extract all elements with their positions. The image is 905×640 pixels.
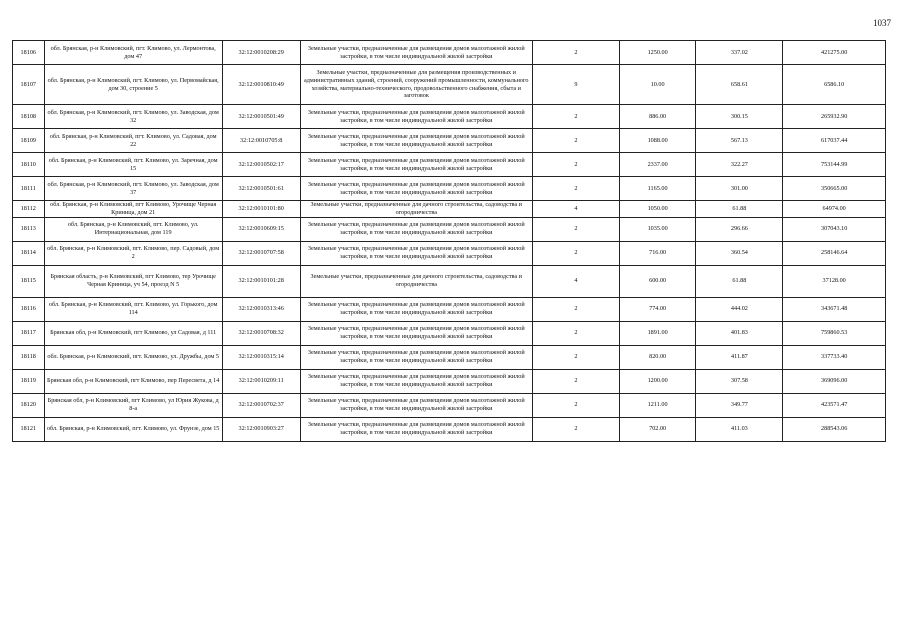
cadastral-value-cell: 369096.00: [783, 369, 886, 393]
use-group-cell: 2: [532, 217, 619, 241]
area-cell: 716.00: [619, 241, 696, 265]
address-cell: Брянская обл, р-н Климовский, пгт Климово, ул Садовая, д 111: [44, 321, 222, 345]
specific-value-cell: 411.03: [696, 417, 783, 441]
cadastral-number-cell: 32:12:0010903:27: [222, 417, 300, 441]
cadastral-value-cell: 265932.90: [783, 105, 886, 129]
cadastral-value-cell: 423571.47: [783, 393, 886, 417]
area-cell: 1035.00: [619, 217, 696, 241]
address-cell: обл. Брянская, р-н Климовский, пгт. Климово, ул. Лермонтова, дом 47: [44, 41, 222, 65]
specific-value-cell: 444.02: [696, 297, 783, 321]
land-use-cell: Земельные участки, предназначенные для размещения домов малоэтажной жилой застройки, в том числе индивидуальной жилой застройки: [300, 177, 532, 201]
cadastral-number-cell: 32:12:0010101:28: [222, 265, 300, 297]
land-use-cell: Земельные участки, предназначенные для размещения домов малоэтажной жилой застройки, в том числе индивидуальной жилой застройки: [300, 369, 532, 393]
use-group-cell: 2: [532, 393, 619, 417]
table-row: [13, 129, 886, 153]
row-number-cell: 18120: [13, 393, 45, 417]
address-cell: обл. Брянская, р-н Климовский, пгт. Климово, ул. Заводская, дом 37: [44, 177, 222, 201]
row-number-cell: 18118: [13, 345, 45, 369]
row-number-cell: 18117: [13, 321, 45, 345]
address-cell: обл. Брянская, р-н Климовский, пгт Климово, Урочище Черная Криница, дом 21: [44, 201, 222, 218]
table-body: [13, 41, 886, 442]
row-number-cell: 18119: [13, 369, 45, 393]
cadastral-number-cell: 32:12:0010313:46: [222, 297, 300, 321]
specific-value-cell: 401.83: [696, 321, 783, 345]
specific-value-cell: 658.61: [696, 65, 783, 105]
table-row: [13, 321, 886, 345]
cadastral-value-cell: 307043.10: [783, 217, 886, 241]
land-use-cell: Земельные участки, предназначенные для размещения домов малоэтажной жилой застройки, в том числе индивидуальной жилой застройки: [300, 417, 532, 441]
area-cell: 820.00: [619, 345, 696, 369]
specific-value-cell: 567.13: [696, 129, 783, 153]
row-number-cell: 18106: [13, 41, 45, 65]
specific-value-cell: 296.66: [696, 217, 783, 241]
specific-value-cell: 301.00: [696, 177, 783, 201]
use-group-cell: 2: [532, 153, 619, 177]
cadastral-number-cell: 32:12:0010208:29: [222, 41, 300, 65]
table-row: [13, 41, 886, 65]
address-cell: обл. Брянская, р-н Климовский, пгт. Климово, ул. Садовая, дом 22: [44, 129, 222, 153]
row-number-cell: 18107: [13, 65, 45, 105]
specific-value-cell: 349.77: [696, 393, 783, 417]
address-cell: обл. Брянская, р-н Климовский, пгт. Климово, ул. Первомайская, дом 30, строение 5: [44, 65, 222, 105]
specific-value-cell: 300.15: [696, 105, 783, 129]
use-group-cell: 2: [532, 129, 619, 153]
area-cell: 1088.00: [619, 129, 696, 153]
cadastral-value-cell: 753144.99: [783, 153, 886, 177]
specific-value-cell: 307.58: [696, 369, 783, 393]
cadastral-number-cell: 32:12:0010609:15: [222, 217, 300, 241]
land-use-cell: Земельные участки, предназначенные для размещения домов малоэтажной жилой застройки, в том числе индивидуальной жилой застройки: [300, 321, 532, 345]
use-group-cell: 2: [532, 177, 619, 201]
use-group-cell: 2: [532, 345, 619, 369]
land-use-cell: Земельные участки, предназначенные для размещения домов малоэтажной жилой застройки, в том числе индивидуальной жилой застройки: [300, 105, 532, 129]
area-cell: 1200.00: [619, 369, 696, 393]
land-use-cell: Земельные участки, предназначенные для размещения домов малоэтажной жилой застройки, в том числе индивидуальной жилой застройки: [300, 153, 532, 177]
table-row: [13, 65, 886, 105]
specific-value-cell: 360.54: [696, 241, 783, 265]
cadastral-number-cell: 32:12:0010501:49: [222, 105, 300, 129]
area-cell: 600.00: [619, 265, 696, 297]
table-row: [13, 153, 886, 177]
area-cell: 774.00: [619, 297, 696, 321]
area-cell: 1211.00: [619, 393, 696, 417]
specific-value-cell: 61.88: [696, 265, 783, 297]
cadastral-value-cell: 288543.06: [783, 417, 886, 441]
land-use-cell: Земельные участки, предназначенные для размещения домов малоэтажной жилой застройки, в том числе индивидуальной жилой застройки: [300, 129, 532, 153]
land-use-cell: Земельные участки, предназначенные для размещения домов малоэтажной жилой застройки, в том числе индивидуальной жилой застройки: [300, 393, 532, 417]
table-row: [13, 241, 886, 265]
address-cell: обл. Брянская, р-н Климовский, пгт. Климово, ул. Фрунзе, дом 15: [44, 417, 222, 441]
address-cell: Брянская область, р-н Климовский, пгт Климово, тер Урочище Черная Криница, уч 54, проезд N 5: [44, 265, 222, 297]
use-group-cell: 9: [532, 65, 619, 105]
cadastral-value-cell: 759860.53: [783, 321, 886, 345]
land-use-cell: Земельные участки, предназначенные для размещения производственных и административных зданий, строений, сооружений промышленности, коммунального хозяйства, материально-технического, продовольственного снабжения, сбыта и заготовок: [300, 65, 532, 105]
area-cell: 702.00: [619, 417, 696, 441]
address-cell: обл. Брянская, р-н Климовский, пгт. Климово, ул. Интернациональная, дом 119: [44, 217, 222, 241]
cadastral-value-cell: 37128.00: [783, 265, 886, 297]
use-group-cell: 2: [532, 417, 619, 441]
cadastral-number-cell: 32:12:0010707:58: [222, 241, 300, 265]
use-group-cell: 2: [532, 321, 619, 345]
row-number-cell: 18112: [13, 201, 45, 218]
address-cell: Брянская обл, р-н Климовский, пгт Климово, ул Юрия Жукова, д 8-а: [44, 393, 222, 417]
cadastral-number-cell: 32:12:0010101:80: [222, 201, 300, 218]
table-row: [13, 217, 886, 241]
table-row: [13, 345, 886, 369]
table-row: [13, 369, 886, 393]
cadastral-value-cell: 617037.44: [783, 129, 886, 153]
cadastral-number-cell: 32:12:0010708:32: [222, 321, 300, 345]
land-use-cell: Земельные участки, предназначенные для дачного строительства, садоводства и огородничества: [300, 265, 532, 297]
land-use-cell: Земельные участки, предназначенные для размещения домов малоэтажной жилой застройки, в том числе индивидуальной жилой застройки: [300, 345, 532, 369]
use-group-cell: 4: [532, 265, 619, 297]
land-use-cell: Земельные участки, предназначенные для размещения домов малоэтажной жилой застройки, в том числе индивидуальной жилой застройки: [300, 217, 532, 241]
cadastral-number-cell: 32:12:0010209:11: [222, 369, 300, 393]
row-number-cell: 18115: [13, 265, 45, 297]
table-row: [13, 417, 886, 441]
use-group-cell: 2: [532, 369, 619, 393]
use-group-cell: 2: [532, 41, 619, 65]
page-number: 1037: [873, 18, 891, 28]
specific-value-cell: 322.27: [696, 153, 783, 177]
address-cell: обл. Брянская, р-н Климовский, пгт. Климово, пер. Садовый, дом 2: [44, 241, 222, 265]
address-cell: обл. Брянская, р-н Климовский, пгт. Климово, ул. Заводская, дом 32: [44, 105, 222, 129]
area-cell: 1050.00: [619, 201, 696, 218]
land-use-cell: Земельные участки, предназначенные для размещения домов малоэтажной жилой застройки, в том числе индивидуальной жилой застройки: [300, 41, 532, 65]
cadastral-value-cell: 337733.40: [783, 345, 886, 369]
use-group-cell: 2: [532, 297, 619, 321]
land-use-cell: Земельные участки, предназначенные для дачного строительства, садоводства и огородничества: [300, 201, 532, 218]
cadastral-value-cell: 343671.48: [783, 297, 886, 321]
address-cell: обл. Брянская, р-н Климовский, пгт. Климово, ул. Заречная, дом 15: [44, 153, 222, 177]
table-row: [13, 177, 886, 201]
area-cell: 2337.00: [619, 153, 696, 177]
table-row: [13, 105, 886, 129]
cadastral-number-cell: 32:12:0010315:14: [222, 345, 300, 369]
cadastral-value-cell: 64974.00: [783, 201, 886, 218]
use-group-cell: 4: [532, 201, 619, 218]
specific-value-cell: 61.88: [696, 201, 783, 218]
cadastral-value-cell: 350665.00: [783, 177, 886, 201]
row-number-cell: 18111: [13, 177, 45, 201]
table-row: [13, 265, 886, 297]
address-cell: обл. Брянская, р-н Климовский, пгт. Климово, ул. Горького, дом 114: [44, 297, 222, 321]
area-cell: 886.00: [619, 105, 696, 129]
area-cell: 1165.00: [619, 177, 696, 201]
row-number-cell: 18121: [13, 417, 45, 441]
specific-value-cell: 411.87: [696, 345, 783, 369]
cadastral-value-cell: 421275.00: [783, 41, 886, 65]
cadastral-registry-table: [12, 40, 886, 442]
cadastral-number-cell: 32:12:0010810:49: [222, 65, 300, 105]
cadastral-value-cell: 258146.64: [783, 241, 886, 265]
area-cell: 10.00: [619, 65, 696, 105]
row-number-cell: 18110: [13, 153, 45, 177]
land-use-cell: Земельные участки, предназначенные для размещения домов малоэтажной жилой застройки, в том числе индивидуальной жилой застройки: [300, 297, 532, 321]
table-row: [13, 297, 886, 321]
cadastral-number-cell: 32:12:0010501:61: [222, 177, 300, 201]
address-cell: Брянская обл, р-н Климовский, пгт Климово, пер Пересвета, д 14: [44, 369, 222, 393]
land-use-cell: Земельные участки, предназначенные для размещения домов малоэтажной жилой застройки, в том числе индивидуальной жилой застройки: [300, 241, 532, 265]
cadastral-number-cell: 32:12:0010702:37: [222, 393, 300, 417]
cadastral-value-cell: 6586.10: [783, 65, 886, 105]
use-group-cell: 2: [532, 241, 619, 265]
address-cell: обл. Брянская, р-н Климовский, пгт. Климово, ул. Дружбы, дом 5: [44, 345, 222, 369]
table-row: [13, 393, 886, 417]
area-cell: 1891.00: [619, 321, 696, 345]
area-cell: 1250.00: [619, 41, 696, 65]
row-number-cell: 18108: [13, 105, 45, 129]
specific-value-cell: 337.02: [696, 41, 783, 65]
use-group-cell: 2: [532, 105, 619, 129]
row-number-cell: 18114: [13, 241, 45, 265]
table-row: [13, 201, 886, 218]
row-number-cell: 18116: [13, 297, 45, 321]
row-number-cell: 18113: [13, 217, 45, 241]
cadastral-number-cell: 32:12:0010705:8: [222, 129, 300, 153]
cadastral-number-cell: 32:12:0010502:17: [222, 153, 300, 177]
row-number-cell: 18109: [13, 129, 45, 153]
